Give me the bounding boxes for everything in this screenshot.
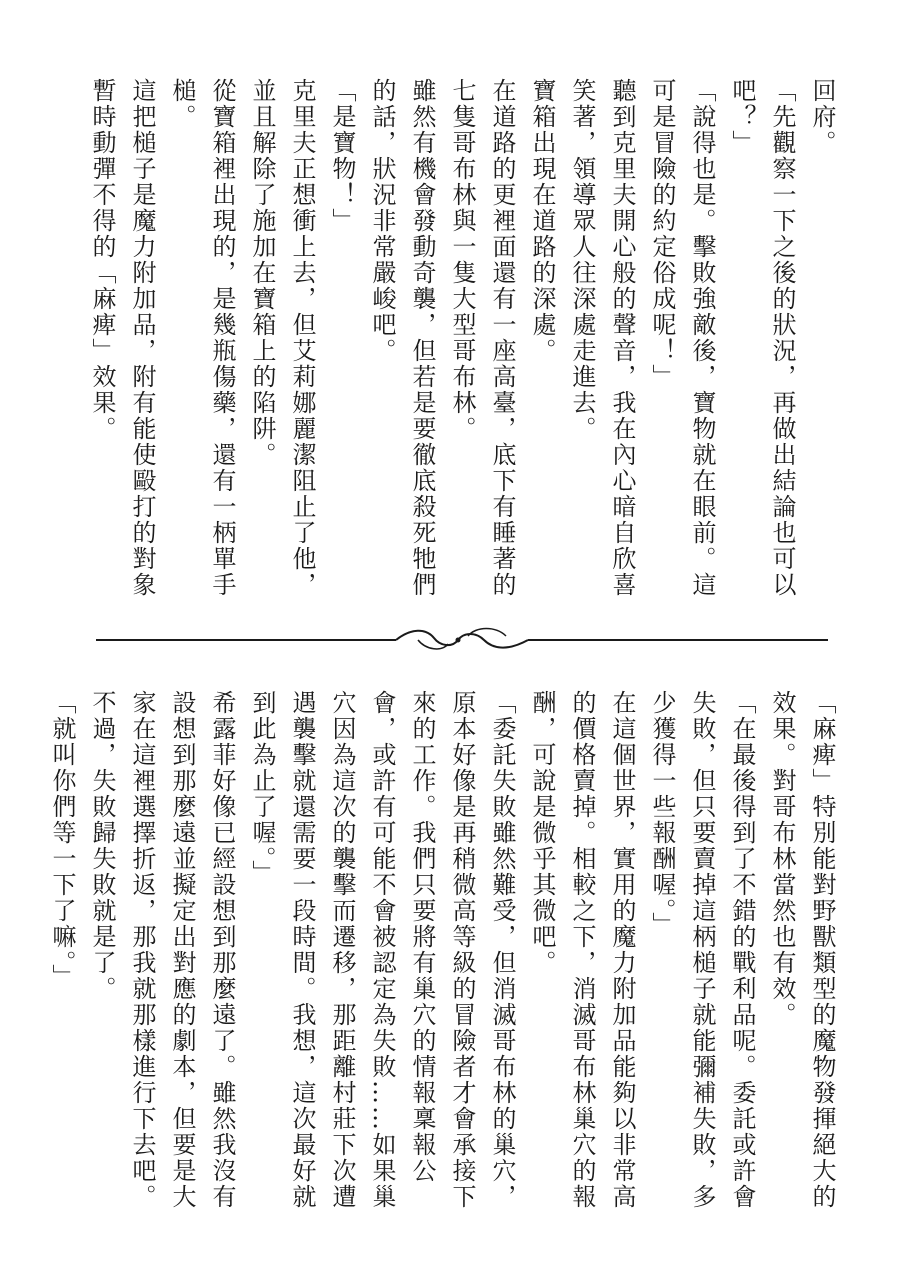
paragraph: 「在最後得到了不錯的戰利品呢。委託或許會失敗，但只要賣掉這柄槌子就能彌補失敗，多少獲得一些報酬喔。」 bbox=[648, 690, 756, 1210]
paragraph: 不過，失敗歸失敗就是了。 bbox=[88, 690, 116, 1002]
paragraph: 聽到克里夫開心般的聲音，我在內心暗自欣喜笑著，領導眾人往深處走進去。 bbox=[568, 78, 636, 598]
paragraph: 「說得也是。擊敗強敵後，寶物就在眼前。這可是冒險的約定俗成呢！」 bbox=[648, 78, 716, 598]
paragraph: 雖然有機會發動奇襲，但若是要徹底殺死牠們的話，狀況非常嚴峻吧。 bbox=[368, 78, 436, 598]
paragraph: 「麻痺」特別能對野獸類型的魔物發揮絕大的效果。對哥布林當然也有效。 bbox=[768, 690, 836, 1210]
paragraph: 這把槌子是魔力附加品，附有能使毆打的對象暫時動彈不得的「麻痺」效果。 bbox=[88, 78, 156, 598]
paragraph: 「是寶物！」 bbox=[328, 78, 356, 234]
paragraph: 「委託失敗雖然難受，但消滅哥布林的巢穴，原本好像是再稍微高等級的冒險者才會承接下來的工作。我們只要將有巢穴的情報稟報公會，或許有可能不會被認定為失敗……如果巢穴因為這次的襲擊而遷移，那距離村莊下次遭遇襲擊就還需要一段時間。我想，這次最好就到此為止了喔。」 bbox=[248, 690, 516, 1210]
text-block-bottom bbox=[48, 690, 842, 1210]
flourish-divider-icon bbox=[96, 618, 828, 662]
paragraph: 從寶箱裡出現的，是幾瓶傷藥，還有一柄單手槌。 bbox=[168, 78, 236, 598]
paragraph: 寶箱出現在道路的深處。 bbox=[528, 78, 556, 364]
paragraph: 回府。 bbox=[808, 78, 836, 156]
paragraph: 在這個世界，實用的魔力附加品能夠以非常高的價格賣掉。相較之下，消滅哥布林巢穴的報酬，可說是微乎其微吧。 bbox=[528, 690, 636, 1210]
paragraph: 克里夫正想衝上去，但艾莉娜麗潔阻止了他，並且解除了施加在寶箱上的陷阱。 bbox=[248, 78, 316, 598]
paragraph: 希露菲好像已經設想到那麼遠了。雖然我沒有設想到那麼遠並擬定出對應的劇本，但要是大家在這裡選擇折返，那我就那樣進行下去吧。 bbox=[128, 690, 236, 1210]
paragraph: 「先觀察一下之後的狀況，再做出結論也可以吧？」 bbox=[728, 78, 796, 598]
paragraph: 在道路的更裡面還有一座高臺，底下有睡著的七隻哥布林與一隻大型哥布林。 bbox=[448, 78, 516, 598]
text-block-top bbox=[58, 78, 842, 598]
paragraph: 「就叫你們等一下了嘛。」 bbox=[48, 690, 76, 990]
